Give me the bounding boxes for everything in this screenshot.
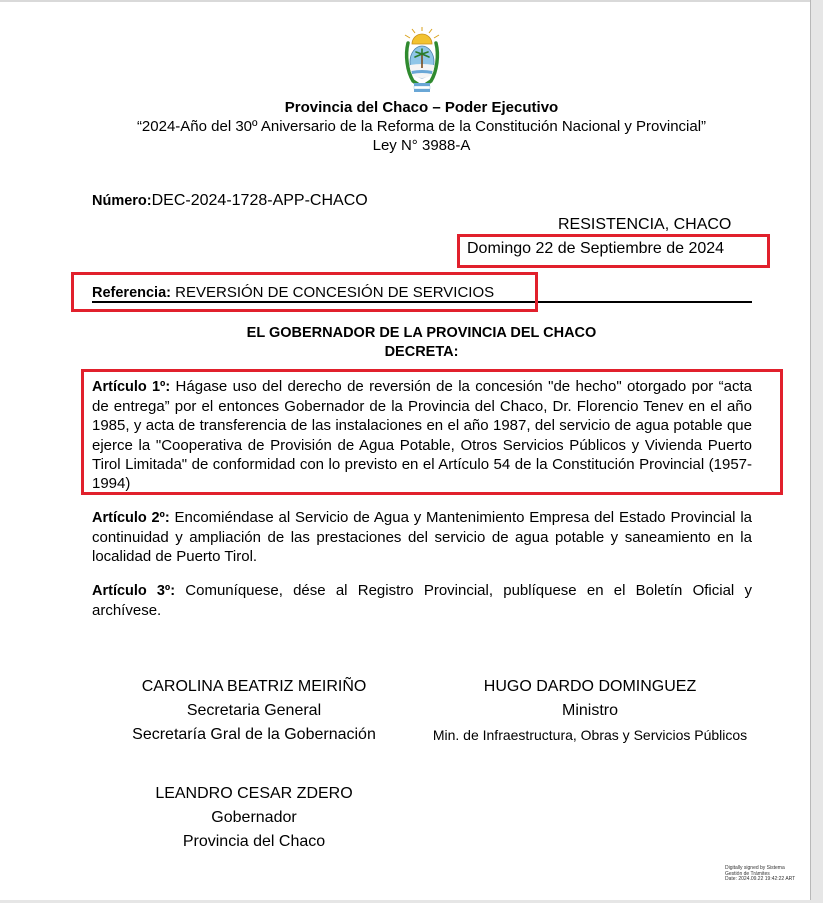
- viewer-scrollbar-track[interactable]: [811, 0, 823, 903]
- signature-name: HUGO DARDO DOMINGUEZ: [483, 678, 697, 695]
- signature-name: CAROLINA BEATRIZ MEIRIÑO: [141, 678, 367, 695]
- signature-office: Secretaría Gral de la Gobernación: [132, 726, 376, 743]
- viewer-top-edge: [0, 0, 823, 2]
- highlight-box-reference: [71, 272, 538, 312]
- article-3-text: Comuníquese, dése al Registro Provincial, publíquese en el Boletín Oficial y archívese.: [92, 582, 752, 620]
- document-number-label: Número:: [92, 193, 152, 209]
- document-number-value: DEC-2024-1728-APP-CHACO: [151, 192, 368, 209]
- signature-name: LEANDRO CESAR ZDERO: [155, 785, 353, 802]
- highlight-box-date: [457, 234, 770, 268]
- article-3: [92, 581, 752, 620]
- digital-signature-line: Gestión de Trámites: [725, 870, 770, 877]
- digital-signature-stamp: [725, 866, 795, 883]
- signature-block-governor: [113, 782, 395, 854]
- signature-role: Ministro: [561, 702, 618, 719]
- signature-block-secretary: [113, 675, 395, 747]
- article-3-label: Artículo 3º:: [92, 583, 176, 599]
- governor-heading: EL GOBERNADOR DE LA PROVINCIA DEL CHACO: [246, 325, 597, 341]
- document-date: Domingo 22 de Septiembre de 2024: [467, 240, 725, 257]
- header-title: Provincia del Chaco – Poder Ejecutivo: [284, 99, 559, 116]
- signature-role: Gobernador: [211, 809, 297, 826]
- article-2-text: Encomiéndase al Servicio de Agua y Mantenimiento Empresa del Estado Provincial la continuidad y ampliación de las prestaciones del servicio de agua potable y saneamiento en la localidad de Puerto Tirol.: [92, 509, 752, 566]
- document-city: RESISTENCIA, CHACO: [558, 216, 732, 233]
- signature-block-minister: [420, 675, 760, 747]
- header-motto: “2024-Año del 30º Aniversario de la Reforma de la Constitución Nacional y Provincial”: [136, 118, 707, 135]
- reference-label: Referencia:: [92, 285, 171, 301]
- decree-heading: DECRETA:: [384, 344, 459, 360]
- signature-role: Secretaria General: [186, 702, 322, 719]
- article-2: [92, 508, 752, 567]
- signature-office: Provincia del Chaco: [182, 833, 326, 850]
- document-number: [92, 192, 368, 210]
- article-2-label: Artículo 2º:: [92, 510, 170, 526]
- highlight-box-article-1: [81, 369, 783, 495]
- coat-of-arms-chaco-icon: [399, 27, 445, 95]
- digital-signature-line: Date: 2024.09.22 19:42:22 ART: [725, 876, 796, 882]
- article-1-text: Hágase uso del derecho de reversión de la concesión "de hecho" otorgado por “acta de entrega” por el entonces Gobernador de la Provincia del Chaco, Dr. Florencio Tenev en el año 1985, y acta de transferencia de las instalaciones en el año 1987, del servicio de agua potable que ejerce la "Cooperativa de Provisión de Agua Potable, Otros Servicios Públicos y Vivienda Puerto Tirol Limitada" de conformidad con lo previsto en el Artículo 54 de la Constitución Provincial (1957- 1994): [92, 378, 752, 493]
- header-law: Ley N° 3988-A: [372, 137, 471, 154]
- digital-signature-line: Digitally signed by Sistema: [725, 865, 785, 871]
- signature-office: Min. de Infraestructura, Obras y Servicios Públicos: [432, 727, 748, 743]
- reference-value: REVERSIÓN DE CONCESIÓN DE SERVICIOS: [175, 284, 495, 301]
- article-1-label: Artículo 1º:: [92, 379, 171, 395]
